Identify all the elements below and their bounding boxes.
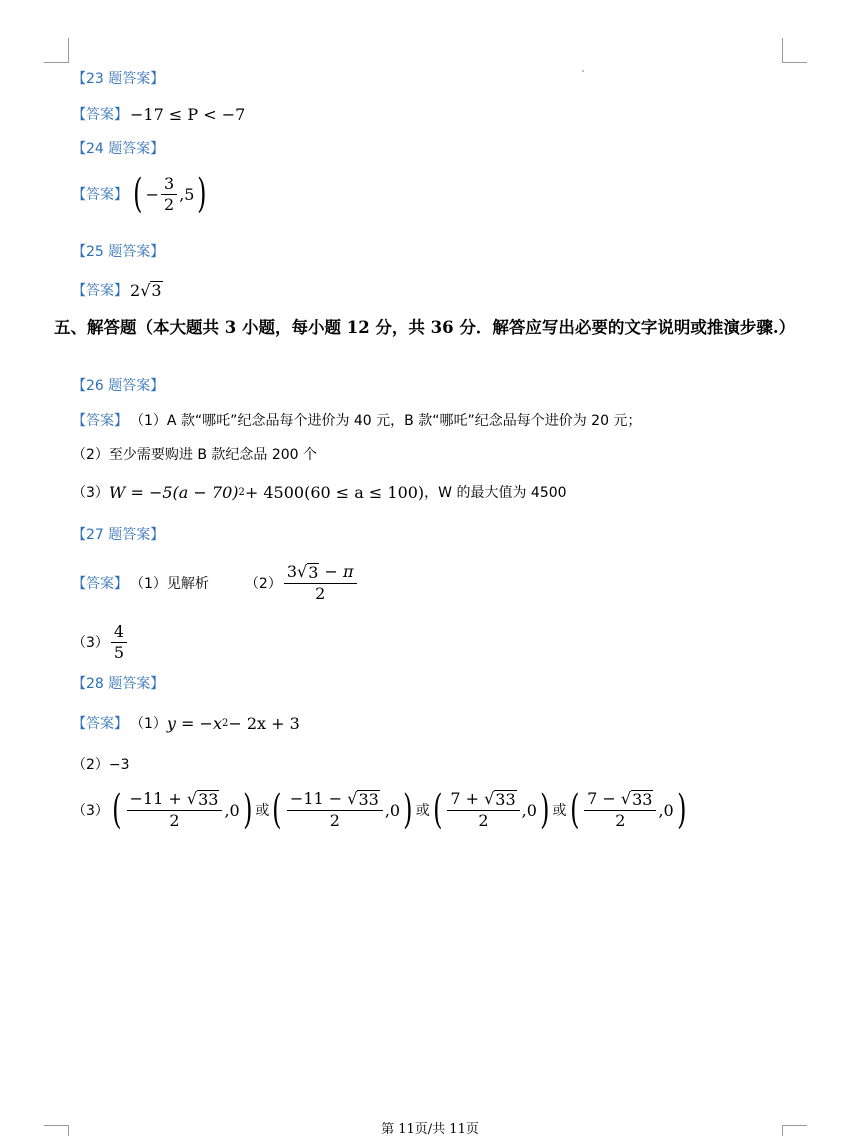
q24-answer-line bbox=[72, 171, 210, 217]
q28-part3-line bbox=[72, 787, 689, 833]
left-paren: ( bbox=[133, 171, 143, 217]
answer-label: 【答案】 bbox=[72, 283, 128, 299]
q23-answer-line bbox=[72, 104, 245, 124]
or-text: 或 bbox=[415, 803, 430, 819]
answer-label: 【答案】 bbox=[72, 413, 128, 429]
q27-part1: （1）见解析 bbox=[130, 575, 209, 592]
right-paren: ) bbox=[197, 171, 207, 217]
q28-point-2: ( −11 − √ 33 2 ,0 ) bbox=[272, 787, 413, 833]
q28-part1-line bbox=[72, 713, 300, 733]
q25-answer bbox=[130, 281, 163, 300]
stray-dot bbox=[582, 70, 584, 72]
q27-header: 【27 题答案】 bbox=[72, 527, 165, 543]
q26-header: 【26 题答案】 bbox=[72, 378, 165, 394]
crop-mark-top-right bbox=[782, 38, 807, 63]
q27-part3-formula: $\frac{4}{5}$ bbox=[109, 623, 129, 661]
q28-part1-label: （1） bbox=[130, 716, 167, 732]
q27-part3-line bbox=[72, 623, 129, 661]
q24-den: 2 bbox=[164, 194, 175, 214]
q27-part3-label: （3） bbox=[72, 635, 109, 652]
q28-point-1: ( −11 + √ 33 2 ,0 ) bbox=[112, 787, 253, 833]
left-paren: ( bbox=[432, 787, 443, 833]
or-text: 或 bbox=[255, 803, 270, 819]
q26-part3-label: （3） bbox=[72, 485, 109, 501]
q27-part1-2-line bbox=[72, 563, 359, 602]
answer-label: 【答案】 bbox=[72, 575, 128, 592]
q24-fraction bbox=[161, 175, 177, 213]
q27-part2-formula: 3 √ 3 − π 2 bbox=[282, 563, 359, 602]
q28-part2: （2）−3 bbox=[72, 757, 130, 773]
page-footer: 第 11页/共 11页 bbox=[381, 1122, 479, 1137]
left-paren: ( bbox=[112, 787, 122, 833]
right-paren: ) bbox=[403, 787, 413, 833]
right-paren: ) bbox=[242, 787, 253, 833]
q25-coef: 2 bbox=[130, 280, 141, 300]
q26-part1: （1）A 款“哪吒”纪念品每个进价为 40 元，B 款“哪吒”纪念品每个进价为 20 元； bbox=[130, 413, 642, 429]
sqrt: √ 3 bbox=[140, 280, 162, 300]
left-paren: ( bbox=[272, 787, 282, 833]
q28-point-3: ( 7 + √ 33 2 ,0 ) bbox=[432, 787, 550, 833]
q24-header: 【24 题答案】 bbox=[72, 141, 165, 157]
q23-answer: −17 ≤ P < −7 bbox=[130, 104, 246, 124]
q28-part1-formula: y = −x 2 − 2x + 3 bbox=[166, 713, 300, 733]
q24-num: 3 bbox=[161, 175, 177, 195]
or-text: 或 bbox=[552, 803, 567, 819]
q25-header: 【25 题答案】 bbox=[72, 244, 165, 260]
q26-part3-tail: ，W 的最大值为 4500 bbox=[424, 485, 567, 501]
q25-rad: 3 bbox=[151, 280, 162, 300]
q26-part2: （2）至少需要购进 B 款纪念品 200 个 bbox=[72, 447, 318, 463]
q28-points bbox=[109, 787, 689, 833]
q27-part2-label: （2） bbox=[244, 575, 282, 592]
q28-point-4: ( 7 − √ 33 2 ,0 ) bbox=[569, 787, 687, 833]
q28-header: 【28 题答案】 bbox=[72, 676, 165, 692]
q26-formula: W = −5(a − 70) 2 + 4500(60 ≤ a ≤ 100) bbox=[108, 482, 425, 502]
q24-answer bbox=[130, 171, 210, 217]
q28-fraction: 7 + √ 33 2 bbox=[447, 790, 519, 829]
answer-label: 【答案】 bbox=[72, 187, 128, 203]
q24-minus: − bbox=[145, 184, 160, 204]
q28-fraction: −11 − √ 33 2 bbox=[287, 790, 383, 829]
right-paren: ) bbox=[676, 787, 687, 833]
answer-label: 【答案】 bbox=[72, 107, 128, 123]
crop-mark-top-left bbox=[44, 38, 69, 63]
q25-answer-line bbox=[72, 280, 163, 300]
answer-label: 【答案】 bbox=[72, 716, 128, 732]
right-paren: ) bbox=[540, 787, 550, 833]
q28-fraction: −11 + √ 33 2 bbox=[127, 790, 223, 829]
q28-fraction: 7 − √ 33 2 bbox=[584, 790, 656, 829]
q28-part3-label: （3） bbox=[72, 803, 109, 819]
q23-header: 【23 题答案】 bbox=[72, 71, 165, 87]
q26-part1-line bbox=[72, 410, 641, 430]
q24-tail: ,5 bbox=[179, 184, 195, 204]
left-paren: ( bbox=[569, 787, 580, 833]
q26-part3-line bbox=[72, 482, 567, 502]
section-title: 五、解答题（本大题共 3 小题，每小题 12 分，共 36 分．解答应写出必要的文字说明或推演步骤.） bbox=[54, 318, 796, 337]
